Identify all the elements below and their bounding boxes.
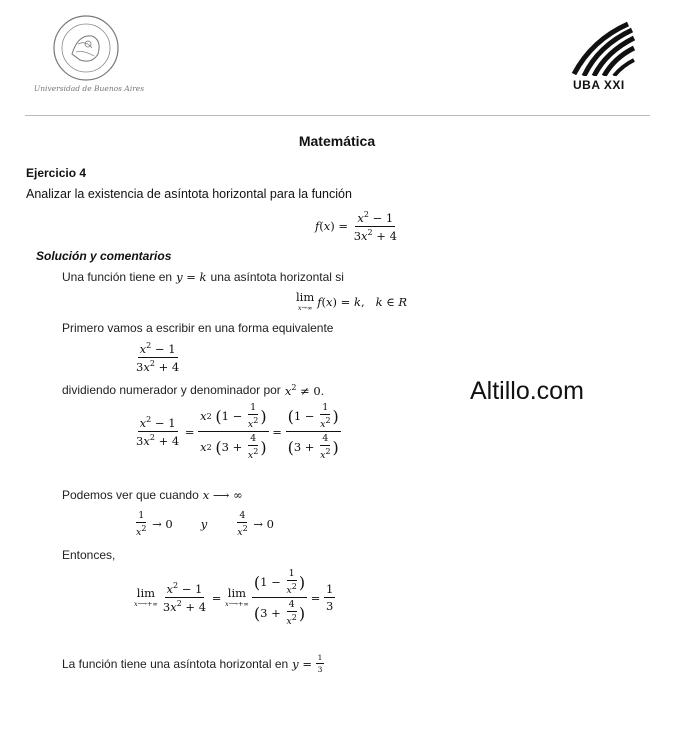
term-limits: $\frac{1}{x^2}$ → 0 y $\frac{4}{x^2}$ → 0 (136, 510, 274, 539)
exercise-statement: Analizar la existencia de asíntota horizontal para la función (26, 187, 352, 201)
limit-definition: lim x→∞ f(x) = k, k ∈ R (296, 290, 408, 312)
seal-icon (52, 14, 120, 82)
limit-result-equation: lim x⟶+∞ $\frac{x^2 - 1}{3x^2 + 4}$ = lim x⟶+∞ ( 1 − $\frac{1}{x^2}$ ) ( 3 + $\frac{4}{x^2}$ ) = $\frac{1}{3}$ (134, 568, 334, 628)
equivalent-form-text: Primero vamos a escribir en una forma equivalente (62, 321, 334, 335)
division-text: dividiendo numerador y denominador por $x^2 \ne 0$. (62, 383, 325, 398)
uba-xxi-text: UBA XXI (573, 78, 625, 92)
original-fraction: $\frac{x^2 - 1}{3x^2 + 4}$ (136, 341, 180, 374)
university-seal (52, 14, 120, 82)
solution-heading: Solución y comentarios (36, 249, 172, 263)
function-definition: f(x) = $\frac{x^2 - 1}{3x^2 + 4}$ (315, 210, 397, 243)
uba-xxi-logo (570, 20, 636, 80)
uba-arcs-icon (570, 20, 636, 76)
university-caption: Universidad de Buenos Aires (33, 84, 145, 93)
watermark: Altillo.com (470, 377, 584, 405)
page-title: Matemática (298, 133, 376, 149)
p6-text: La función tiene una asíntota horizontal en (62, 656, 289, 671)
exercise-heading: Ejercicio 4 (26, 166, 87, 180)
header-divider (25, 115, 650, 116)
limit-behavior-text: Podemos ver que cuando x ⟶ ∞ (62, 488, 243, 502)
p1-text-b: una asíntota horizontal si (210, 270, 344, 284)
p1-text-a: Una función tiene en (62, 270, 173, 284)
p3-text: dividiendo numerador y denominador por (62, 383, 281, 398)
equivalence-equation: $\frac{x^2 - 1}{3x^2 + 4}$ = x 2 ( 1 − $\frac{1}{x^2}$ ) x 2 ( 3 + $\frac{4}{x^2}$ ) = ( 1 − $\frac{1}{x^2}$ ) ( 3 + $\frac{4}{x^2}$ ) (136, 402, 339, 462)
p4-text: Podemos ver que cuando (62, 488, 199, 502)
asymptote-definition: Una función tiene en y = k una asíntota horizontal si (62, 270, 344, 284)
entonces-text: Entonces, (62, 548, 116, 562)
conclusion-text: La función tiene una asíntota horizontal en y = $\frac{1}{3}$ (62, 653, 323, 674)
